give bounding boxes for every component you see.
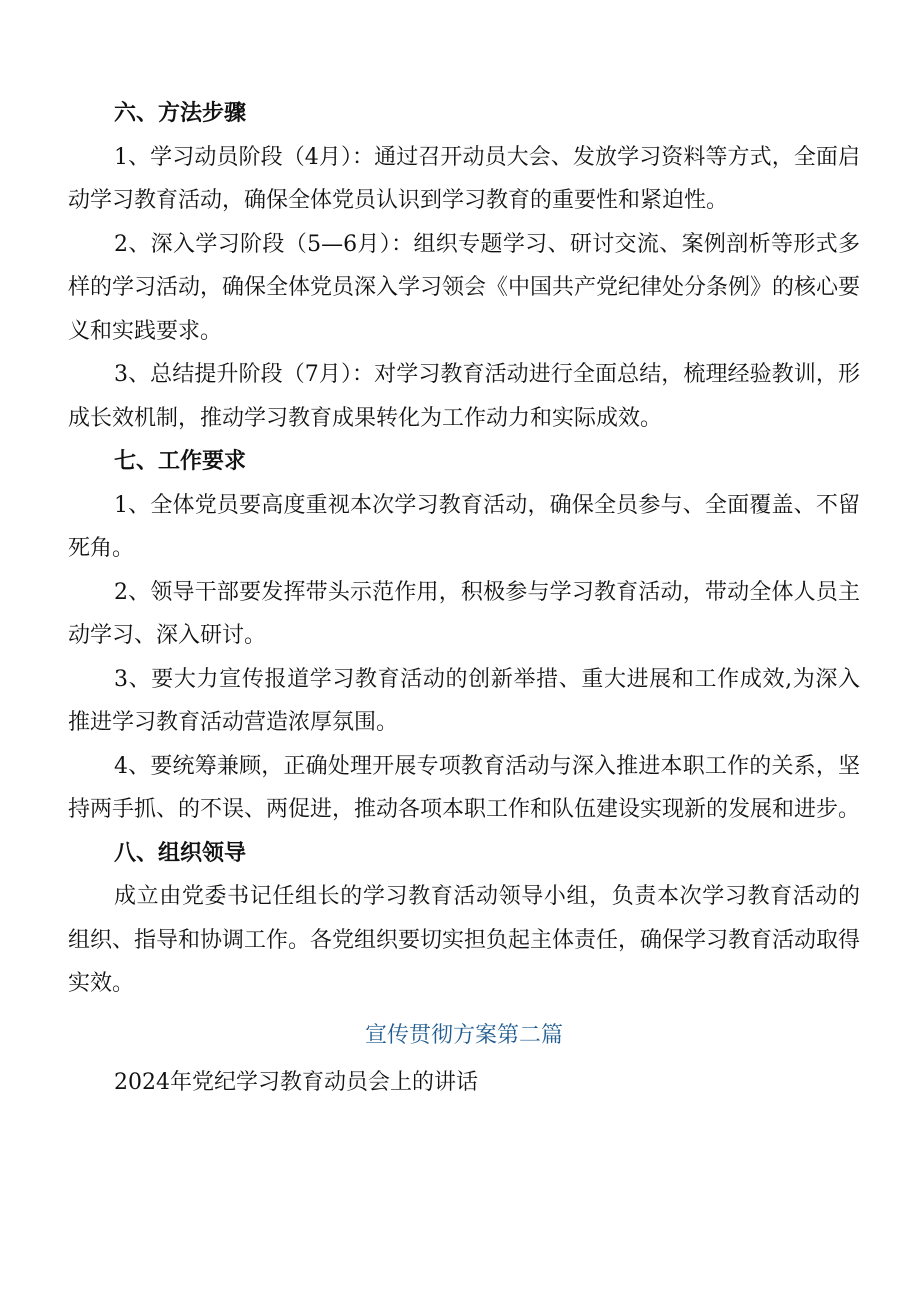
document-body <box>68 92 860 1105</box>
requirement-4: 4、要统筹兼顾，正确处理开展专项教育活动与深入推进本职工作的关系，坚持两手抓、的不误、两促进，推动各项本职工作和队伍建设实现新的发展和进步。 <box>68 753 861 822</box>
methods-step-2: 2、深入学习阶段（5—6月）：组织专题学习、研讨交流、案例剖析等形式多样的学习活动，确保全体党员深入学习领会《中国共产党纪律处分条例》的核心要义和实践要求。 <box>68 231 861 344</box>
leadership-paragraph: 成立由党委书记任组长的学习教育活动领导小组，负责本次学习教育活动的组织、指导和协调工作。各党组织要切实担负起主体责任，确保学习教育活动取得实效。 <box>68 884 861 996</box>
requirement-2: 2、领导干部要发挥带头示范作用，积极参与学习教育活动，带动全体人员主动学习、深入研讨。 <box>68 579 860 648</box>
requirement-3: 3、要大力宣传报道学习教育活动的创新举措、重大进展和工作成效,为深入推进学习教育活动营造浓厚氛围。 <box>68 666 860 735</box>
methods-step-3: 3、总结提升阶段（7月）：对学习教育活动进行全面总结，梳理经验教训，形成长效机制，推动学习教育成果转化为工作动力和实际成效。 <box>68 362 860 431</box>
section-heading-requirements: 七、工作要求 <box>114 448 247 474</box>
requirement-1: 1、全体党员要高度重视本次学习教育活动，确保全员参与、全面覆盖、不留死角。 <box>68 492 860 561</box>
next-part-title: 宣传贯彻方案第二篇 <box>364 1022 563 1048</box>
section-heading-methods: 六、方法步骤 <box>114 100 247 126</box>
next-part-subtitle: 2024年党纪学习教育动员会上的讲话 <box>114 1070 478 1095</box>
section-heading-leadership: 八、组织领导 <box>114 839 247 866</box>
methods-step-1: 1、学习动员阶段（4月）：通过召开动员大会、发放学习资料等方式，全面启动学习教育活动，确保全体党员认识到学习教育的重要性和紧迫性。 <box>68 144 860 213</box>
